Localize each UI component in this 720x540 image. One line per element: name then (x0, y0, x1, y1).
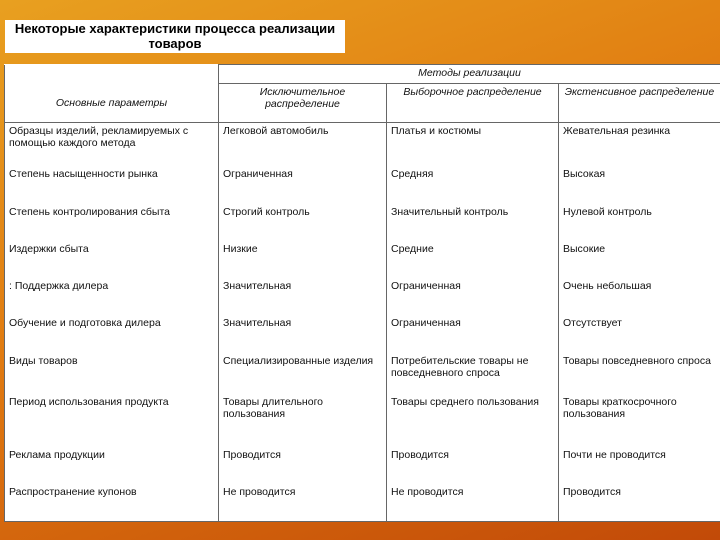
row-exclusive-cell: Низкие (219, 241, 387, 278)
column-header-extensive: Экстенсивное распределение (559, 83, 720, 122)
methods-group-header: Методы реализации (219, 65, 720, 84)
row-selective-cell: Проводится (387, 447, 559, 484)
row-param-cell: : Поддержка дилера (5, 278, 219, 315)
row-exclusive-cell: Легковой автомобиль (219, 123, 387, 167)
row-exclusive-cell: Строгий контроль (219, 204, 387, 241)
row-param-cell: Степень насыщенности рынка (5, 166, 219, 203)
row-param-cell: Издержки сбыта (5, 241, 219, 278)
table-row (5, 204, 720, 241)
column-header-exclusive: Исключительное распределение (219, 83, 387, 122)
row-selective-cell: Средние (387, 241, 559, 278)
row-selective-cell: Потребительские товары не повседневного спроса (387, 353, 559, 395)
params-column-header: Основные параметры (5, 83, 219, 122)
row-exclusive-cell: Специализированные изделия (219, 353, 387, 395)
row-selective-cell: Платья и костюмы (387, 123, 559, 167)
table-row (5, 123, 720, 167)
row-extensive-cell: Высокая (559, 166, 720, 203)
slide-title-line-1: Некоторые характеристики процесса реализации (14, 21, 336, 36)
row-exclusive-cell: Ограниченная (219, 166, 387, 203)
row-param-cell: Период использования продукта (5, 394, 219, 447)
row-extensive-cell: Нулевой контроль (559, 204, 720, 241)
row-param-cell: Виды товаров (5, 353, 219, 395)
row-exclusive-cell: Значительная (219, 278, 387, 315)
row-extensive-cell: Проводится (559, 484, 720, 521)
row-param-cell: Обучение и подготовка дилера (5, 315, 219, 352)
row-selective-cell: Значительный контроль (387, 204, 559, 241)
row-extensive-cell: Жевательная резинка (559, 123, 720, 167)
row-selective-cell: Ограниченная (387, 315, 559, 352)
row-extensive-cell: Почти не проводится (559, 447, 720, 484)
row-extensive-cell: Товары повседневного спроса (559, 353, 720, 395)
table-row (5, 484, 720, 521)
slide-title (5, 20, 345, 53)
row-param-cell: Реклама продукции (5, 447, 219, 484)
row-param-cell: Образцы изделий, рекламируемых с помощью каждого метода (5, 123, 219, 167)
row-selective-cell: Не проводится (387, 484, 559, 521)
table-body (5, 123, 720, 522)
comparison-table-container (4, 64, 720, 522)
row-selective-cell: Ограниченная (387, 278, 559, 315)
column-header-selective: Выборочное распределение (387, 83, 559, 122)
row-extensive-cell: Высокие (559, 241, 720, 278)
table-column-header-row (5, 83, 720, 122)
table-group-header-row (5, 65, 720, 84)
table-row (5, 278, 720, 315)
table-corner-cell (5, 65, 219, 84)
table-row (5, 315, 720, 352)
row-extensive-cell: Очень небольшая (559, 278, 720, 315)
table-row (5, 353, 720, 395)
row-extensive-cell: Товары краткосрочного пользования (559, 394, 720, 447)
table-row (5, 166, 720, 203)
row-selective-cell: Товары среднего пользования (387, 394, 559, 447)
table-row (5, 394, 720, 447)
slide-title-line-2: товаров (148, 36, 202, 51)
row-param-cell: Распространение купонов (5, 484, 219, 521)
row-exclusive-cell: Товары длительного пользования (219, 394, 387, 447)
comparison-table (4, 64, 720, 522)
table-row (5, 447, 720, 484)
table-row (5, 241, 720, 278)
row-exclusive-cell: Не проводится (219, 484, 387, 521)
row-extensive-cell: Отсутствует (559, 315, 720, 352)
row-param-cell: Степень контролирования сбыта (5, 204, 219, 241)
row-exclusive-cell: Значительная (219, 315, 387, 352)
row-selective-cell: Средняя (387, 166, 559, 203)
row-exclusive-cell: Проводится (219, 447, 387, 484)
